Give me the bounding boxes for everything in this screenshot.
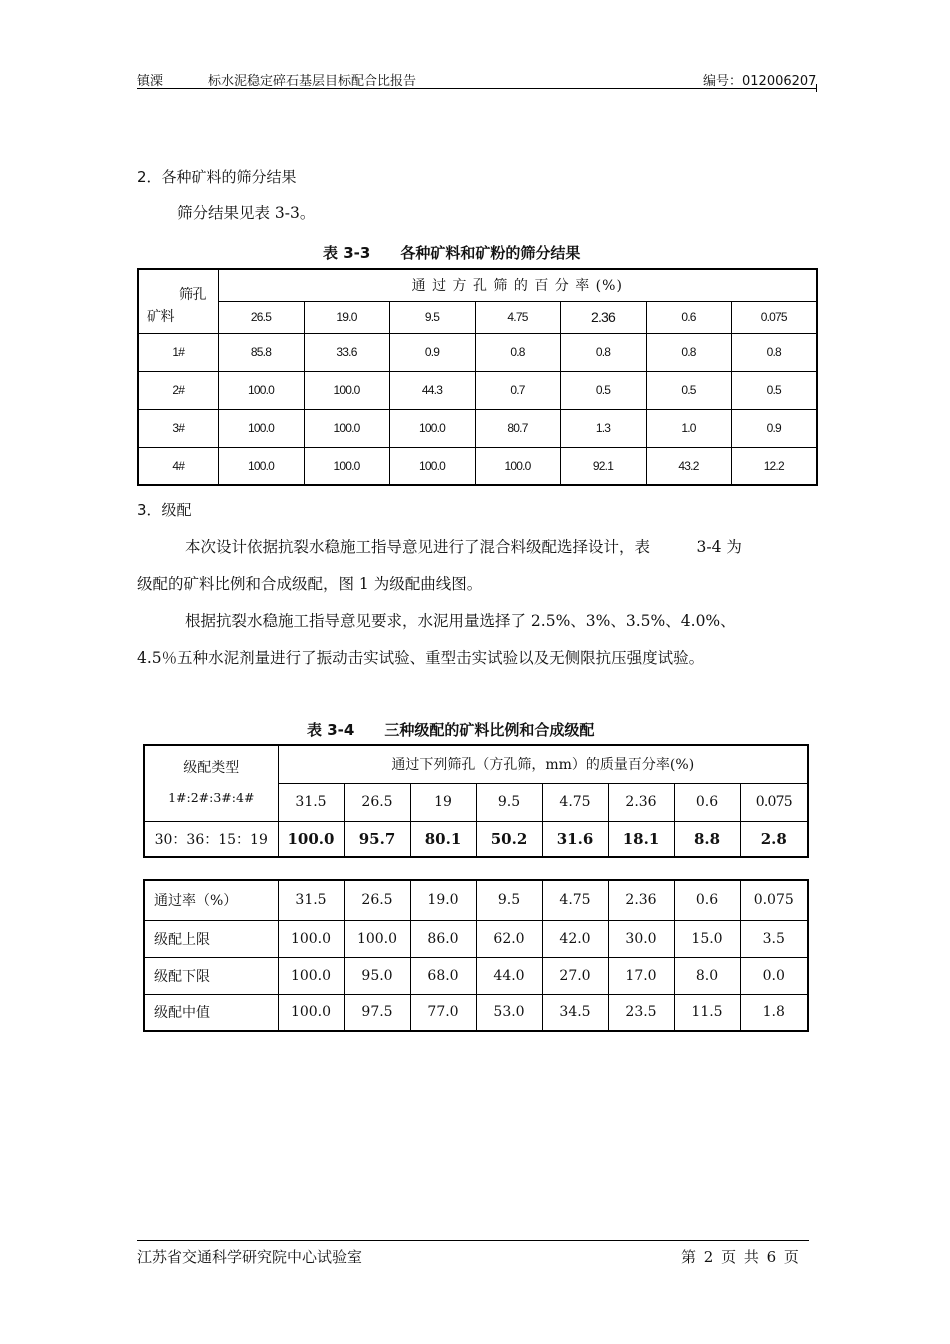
cell: 100.0 (475, 447, 560, 485)
cell: 0.8 (475, 333, 560, 371)
cell: 8.8 (674, 821, 740, 857)
row-label: 级配中值 (144, 994, 278, 1031)
cell: 53.0 (476, 994, 542, 1031)
table-row (144, 920, 808, 957)
section2-text: 筛分结果见表 3-3。 (177, 204, 316, 222)
cell: 0.0 (740, 957, 808, 994)
cell: 100.0 (278, 957, 344, 994)
footer-org: 江苏省交通科学研究院中心试验室 (137, 1248, 363, 1266)
row-label: 2# (138, 371, 218, 409)
cell: 100.0 (304, 371, 389, 409)
sieve-size: 19.0 (410, 880, 476, 920)
cell: 44.3 (389, 371, 475, 409)
table-3-3 (137, 268, 818, 486)
sieve-size: 31.5 (278, 783, 344, 821)
sieve-size: 9.5 (476, 880, 542, 920)
sieve-size: 4.75 (542, 783, 608, 821)
sieve-size: 0.6 (674, 880, 740, 920)
cell: 95.0 (344, 957, 410, 994)
cell: 8.0 (674, 957, 740, 994)
cell: 33.6 (304, 333, 389, 371)
cell: 100.0 (278, 821, 344, 857)
cell: 100.0 (218, 409, 304, 447)
table-3-4 (143, 744, 809, 858)
table34-caption: 表 3-4 三种级配的矿料比例和合成级配 (307, 721, 595, 739)
sieve-size: 19 (410, 783, 476, 821)
sieve-size: 4.75 (475, 301, 560, 333)
corner-cell (138, 269, 218, 333)
sieve-size: 19.0 (304, 301, 389, 333)
row-label: 级配下限 (144, 957, 278, 994)
sieve-size: 0.6 (674, 783, 740, 821)
cell: 34.5 (542, 994, 608, 1031)
cell: 0.5 (646, 371, 731, 409)
cell: 11.5 (674, 994, 740, 1031)
cell: 0.7 (475, 371, 560, 409)
table-row (138, 333, 817, 371)
cell: 15.0 (674, 920, 740, 957)
cell: 1.8 (740, 994, 808, 1031)
cell: 100.0 (344, 920, 410, 957)
sieve-size: 4.75 (542, 880, 608, 920)
section3-heading: 3．级配 (137, 501, 192, 519)
ratio-label: 1#:2#:3#:4# (168, 790, 255, 806)
cell: 0.9 (731, 409, 817, 447)
cell: 100.0 (218, 371, 304, 409)
cell: 0.5 (560, 371, 646, 409)
section3-p2-line1: 根据抗裂水稳施工指导意见要求，水泥用量选择了 2.5%、3%、3.5%、4.0%、 (185, 612, 736, 630)
cell: 44.0 (476, 957, 542, 994)
table-row (138, 371, 817, 409)
corner-top: 筛孔 (179, 287, 206, 303)
header-code: 编号：012006207 (703, 74, 817, 89)
header-title: 标水泥稳定碎石基层目标配合比报告 (208, 74, 417, 89)
corner-bottom: 矿料 (147, 309, 174, 325)
cell: 95.7 (344, 821, 410, 857)
cell: 17.0 (608, 957, 674, 994)
header-rule-tick (816, 84, 817, 92)
cell: 97.5 (344, 994, 410, 1031)
cell: 0.8 (560, 333, 646, 371)
cell: 30.0 (608, 920, 674, 957)
cell: 18.1 (608, 821, 674, 857)
sieve-size: 26.5 (218, 301, 304, 333)
type-label: 级配类型 (183, 760, 240, 777)
footer-rule (137, 1240, 809, 1241)
ratio-value: 30：36：15：19 (144, 821, 278, 857)
sieve-size: 26.5 (344, 783, 410, 821)
cell: 100.0 (304, 409, 389, 447)
table-gradation-limits (143, 879, 809, 1032)
row-label: 级配上限 (144, 920, 278, 957)
sieve-size: 31.5 (278, 880, 344, 920)
header-label: 通过率（%） (144, 880, 278, 920)
cell: 27.0 (542, 957, 608, 994)
header-rule (137, 88, 817, 89)
row-label: 4# (138, 447, 218, 485)
sieve-size: 0.075 (740, 783, 808, 821)
section2-heading: 2．各种矿料的筛分结果 (137, 168, 297, 186)
cell: 31.6 (542, 821, 608, 857)
row-label: 1# (138, 333, 218, 371)
cell: 100.0 (278, 994, 344, 1031)
cell: 3.5 (740, 920, 808, 957)
cell: 43.2 (646, 447, 731, 485)
sieve-size: 2.36 (608, 880, 674, 920)
table-row (144, 994, 808, 1031)
type-cell (144, 745, 278, 821)
cell: 80.7 (475, 409, 560, 447)
cell: 77.0 (410, 994, 476, 1031)
cell: 0.8 (731, 333, 817, 371)
cell: 100.0 (389, 409, 475, 447)
cell: 50.2 (476, 821, 542, 857)
table33-sieve-row (138, 301, 817, 333)
cell: 85.8 (218, 333, 304, 371)
section3-p2-line2: 4.5％五种水泥剂量进行了振动击实试验、重型击实试验以及无侧限抗压强度试验。 (137, 649, 705, 667)
cell: 100.0 (218, 447, 304, 485)
sieve-size: 0.6 (646, 301, 731, 333)
cell: 92.1 (560, 447, 646, 485)
cell: 62.0 (476, 920, 542, 957)
table33-caption: 表 3-3 各种矿料和矿粉的筛分结果 (323, 244, 581, 262)
cell: 12.2 (731, 447, 817, 485)
sieve-size: 26.5 (344, 880, 410, 920)
sieve-size: 9.5 (389, 301, 475, 333)
table34-group-header: 通过下列筛孔（方孔筛，mm）的质量百分率(%) (278, 745, 808, 783)
cell: 80.1 (410, 821, 476, 857)
table-row (144, 957, 808, 994)
table33-group-header: 通 过 方 孔 筛 的 百 分 率 (%) (218, 269, 817, 301)
section3-p1-line1: 本次设计依据抗裂水稳施工指导意见进行了混合料级配选择设计，表 3-4 为 (185, 538, 742, 556)
table-row (138, 447, 817, 485)
row-label: 3# (138, 409, 218, 447)
sieve-size: 0.075 (740, 880, 808, 920)
cell: 100.0 (304, 447, 389, 485)
sieve-size: 9.5 (476, 783, 542, 821)
cell: 1.3 (560, 409, 646, 447)
footer-page: 第 2 页 共 6 页 (681, 1248, 799, 1266)
table-row (138, 409, 817, 447)
cell: 86.0 (410, 920, 476, 957)
sieve-size: 2.36 (560, 301, 646, 333)
table-header-row (144, 880, 808, 920)
cell: 68.0 (410, 957, 476, 994)
cell: 2.8 (740, 821, 808, 857)
cell: 0.9 (389, 333, 475, 371)
cell: 100.0 (389, 447, 475, 485)
cell: 23.5 (608, 994, 674, 1031)
cell: 0.8 (646, 333, 731, 371)
sieve-size: 2.36 (608, 783, 674, 821)
sieve-size: 0.075 (731, 301, 817, 333)
table-row (144, 821, 808, 857)
header-left: 镇溧 (137, 74, 164, 89)
cell: 1.0 (646, 409, 731, 447)
section3-p1-line2: 级配的矿料比例和合成级配，图 1 为级配曲线图。 (137, 575, 483, 593)
cell: 0.5 (731, 371, 817, 409)
cell: 100.0 (278, 920, 344, 957)
cell: 42.0 (542, 920, 608, 957)
